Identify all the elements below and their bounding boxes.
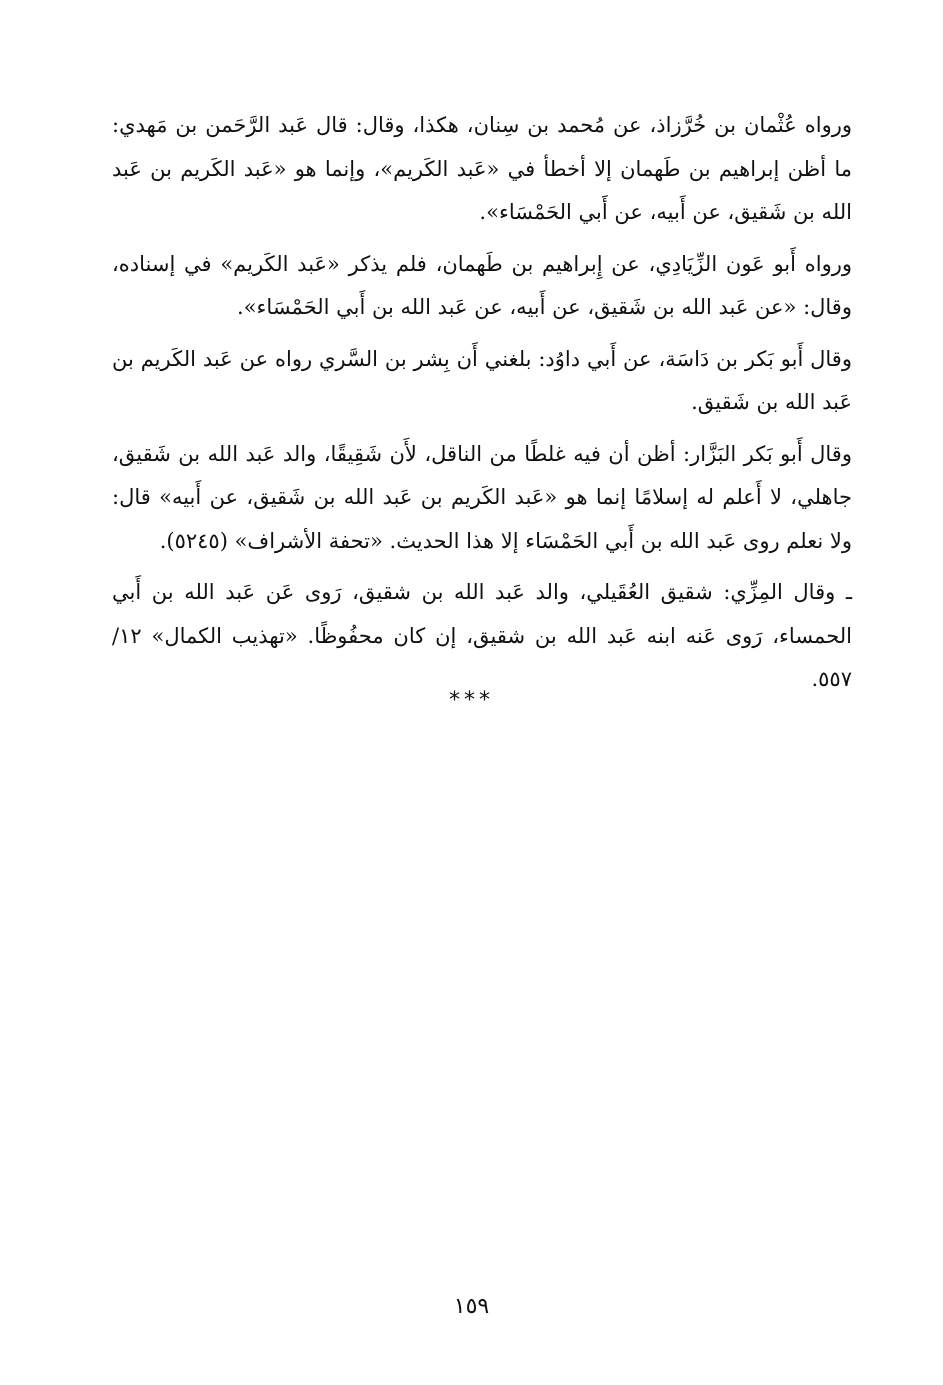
paragraph-4: وقال أَبو بَكر البَزَّار: أظن أن فيه غلطًا من الناقل، لأَن شَقِيقًا، والد عَبد الله بن شَقيق، جاهلي، لا أَعلم له إسلامًا إنما هو «عَبد الكَريم بن عَبد الله بن شَقيق، عن أَبيه» قال: ولا نعلم روى عَبد الله بن أَبي الحَمْسَاء إلا هذا الحديث. «تحفة الأشراف» (٥٢٤٥). (112, 441, 852, 553)
paragraph-3: وقال أَبو بَكر بن دَاسَة، عن أَبي داوُد: بلغني أَن بِشر بن السَّري رواه عن عَبد الكَريم بن عَبد الله بن شَقيق. (112, 346, 852, 414)
paragraph-1: ورواه عُثْمان بن خُرَّزاذ، عن مُحمد بن سِنان، هكذا، وقال: قال عَبد الرَّحَمن بن مَهدي: ما أظن إبراهيم بن طَهمان إلا أخطأ في «عَبد الكَريم»، وإنما هو «عَبد الكَريم بن عَبد الله بن شَقيق، عن أَبيه، عن أَبي الحَمْسَاء». (112, 113, 852, 224)
main-text (112, 104, 852, 702)
paragraph-5: ـ وقال المِزِّي: شقيق العُقَيلي، والد عَبد الله بن شقيق، رَوى عَن عَبد الله بن أَبي الحمساء، رَوى عَنه ابنه عَبد الله بن شقيق، إن كان محفُوظًا. «تهذيب الكمال» ١٢/ ٥٥٧. (112, 580, 852, 691)
section-separator: *** (449, 688, 494, 713)
page-number: ١٥٩ (453, 1294, 490, 1319)
paragraph-2: ورواه أَبو عَون الزِّيَادِي، عن إِبراهيم بن طَهمان، فلم يذكر «عَبد الكَريم» في إسناده، وقال: «عن عَبد الله بن شَقيق، عن أَبيه، عن عَبد الله بن أَبي الحَمْسَاء». (112, 251, 852, 319)
